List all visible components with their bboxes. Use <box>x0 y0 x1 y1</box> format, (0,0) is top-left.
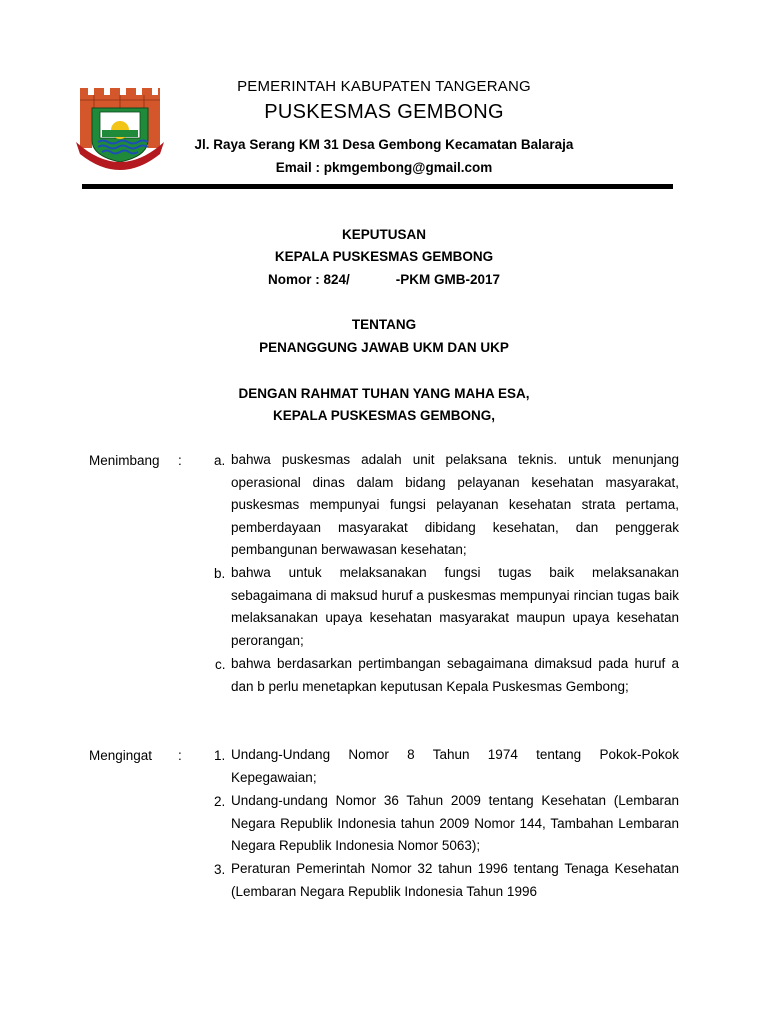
decree-subject: PENANGGUNG JAWAB UKM DAN UKP <box>259 340 509 355</box>
decree-title: KEPUTUSAN <box>341 227 426 242</box>
mengingat-item-mark: 1. <box>214 748 226 763</box>
decree-number-prefix: Nomor : 824/ <box>267 272 350 287</box>
menimbang-item-mark: c. <box>215 657 226 672</box>
letterhead-divider <box>82 184 673 189</box>
government-name: PEMERINTAH KABUPATEN TANGERANG <box>237 78 531 95</box>
decree-issuer: KEPALA PUSKESMAS GEMBONG <box>274 249 494 264</box>
decree-signatory: KEPALA PUSKESMAS GEMBONG, <box>272 408 496 423</box>
menimbang-item-text: bahwa puskesmas adalah unit pelaksana teknis. untuk menunjang operasional dinas dalam bidang pelayanan kesehatan masyarakat, puskesmas mempunyai fungsi pelayanan kesehatan strata pertama, pemberdayaan masyarakat dibidang kesehatan, dan penggerak pembangunan berwawasan kesehatan; <box>231 452 679 558</box>
decree-number <box>0 272 768 287</box>
mengingat-item-mark: 3. <box>214 862 226 877</box>
decree-blessing: DENGAN RAHMAT TUHAN YANG MAHA ESA, <box>238 386 530 401</box>
mengingat-colon: : <box>178 748 182 763</box>
mengingat-item-text: Undang-undang Nomor 36 Tahun 2009 tentang Kesehatan (Lembaran Negara Republik Indonesia tahun 2009 Nomor 144, Tambahan Lembaran Negara Republik Indonesia Nomor 5063); <box>231 793 679 854</box>
mengingat-item-text: Peraturan Pemerintah Nomor 32 tahun 1996 tentang Tenaga Kesehatan (Lembaran Negara Republik Indonesia Tahun 1996 <box>231 861 679 899</box>
menimbang-item-text: bahwa untuk melaksanakan fungsi tugas baik melaksanakan sebagaimana di maksud huruf a puskesmas mempunyai rincian tugas baik melaksanakan upaya kesehatan masyarakat maupun upaya kesehatan perorangan; <box>231 565 679 648</box>
menimbang-label: Menimbang <box>89 453 160 468</box>
organization-name: PUSKESMAS GEMBONG <box>264 101 504 123</box>
organization-address: Jl. Raya Serang KM 31 Desa Gembong Kecamatan Balaraja <box>194 137 574 152</box>
mengingat-item-mark: 2. <box>214 794 226 809</box>
menimbang-colon: : <box>178 453 182 468</box>
decree-number-suffix: -PKM GMB-2017 <box>395 272 501 287</box>
organization-email: Email : pkmgembong@gmail.com <box>275 160 493 175</box>
menimbang-item-mark: a. <box>214 453 226 468</box>
mengingat-label: Mengingat <box>89 748 153 763</box>
mengingat-item-text: Undang-Undang Nomor 8 Tahun 1974 tentang Pokok-Pokok Kepegawaian; <box>231 747 679 785</box>
menimbang-item-text: bahwa berdasarkan pertimbangan sebagaimana dimaksud pada huruf a dan b perlu menetapkan keputusan Kepala Puskesmas Gembong; <box>231 656 679 694</box>
menimbang-item-mark: b. <box>214 566 226 581</box>
decree-about: TENTANG <box>351 317 417 332</box>
